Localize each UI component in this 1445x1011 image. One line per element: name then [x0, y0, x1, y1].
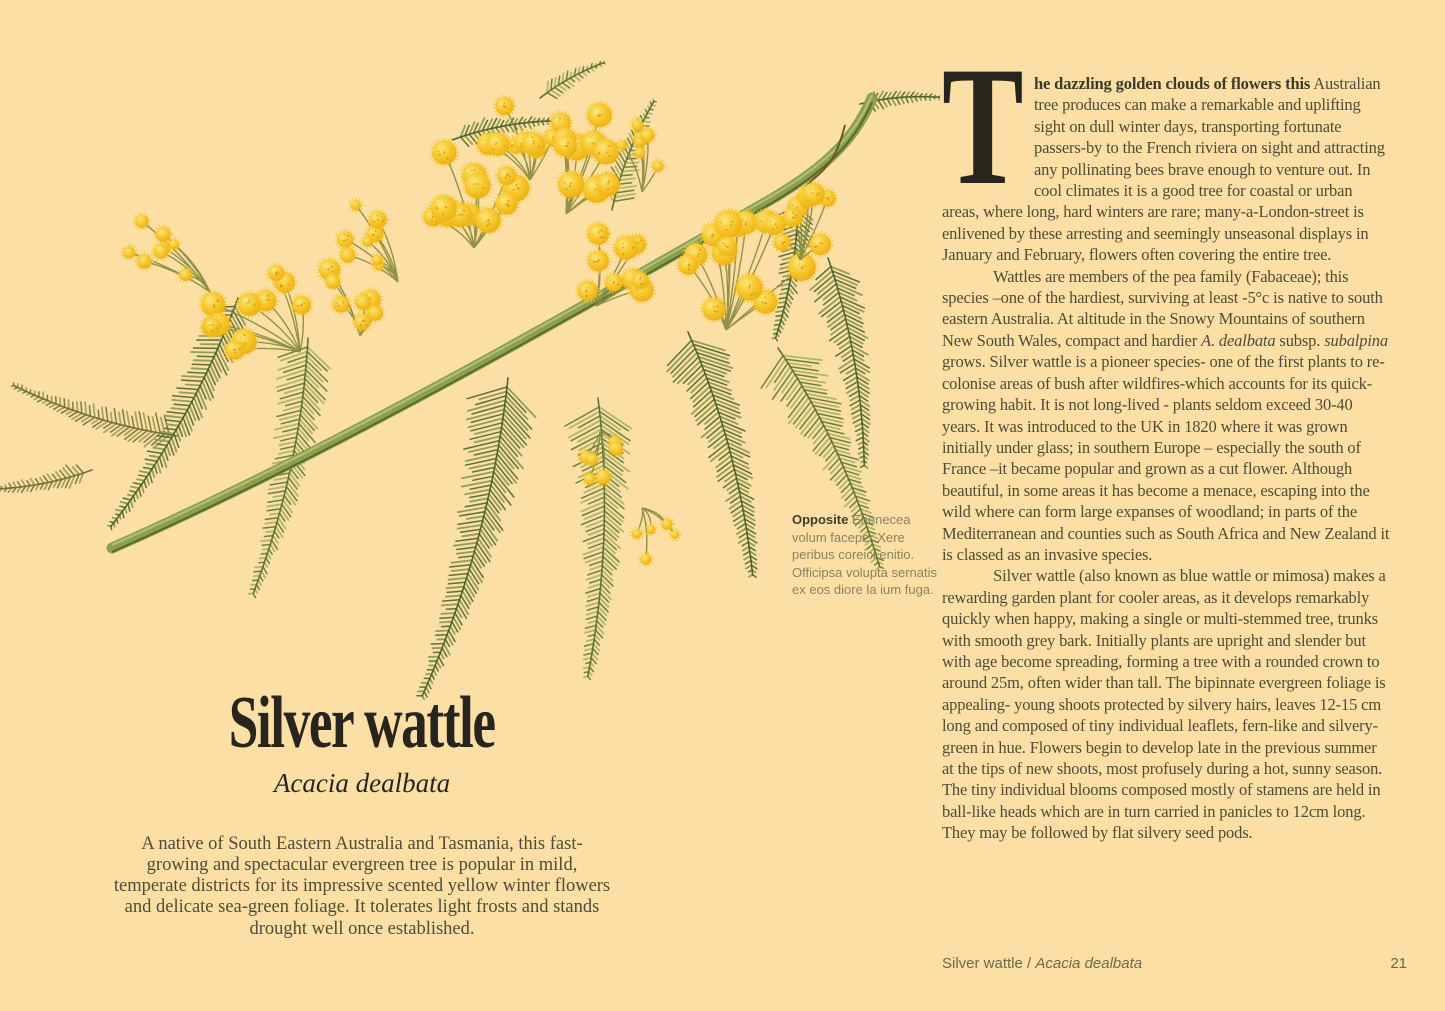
opposite-caption — [792, 511, 940, 599]
footer-species: Acacia dealbata — [1035, 955, 1143, 972]
caption-text: Ehenecea volum faceper Xere peribus coreici enitio. Officipsa volupta sernatis ex eos diore la ium fuga. — [792, 512, 937, 597]
page-number: 21 — [1390, 955, 1407, 972]
intro-paragraph: A native of South Eastern Australia and Tasmania, this fast-growing and spectacular evergreen tree is popular in mild, temperate districts for its impressive scented yellow winter flowers and delicate sea-green foliage. It tolerates light frosts and stands drought well once established. — [113, 833, 611, 939]
page-title: Silver wattle — [229, 682, 495, 764]
footer-separator: / — [1022, 955, 1036, 972]
drop-cap: T — [942, 32, 1024, 220]
footer-running-head — [942, 955, 1407, 973]
caption-label: Opposite — [792, 512, 849, 527]
article-paragraph-1 — [942, 32, 1390, 266]
article-paragraph-3: Silver wattle (also known as blue wattle or mimosa) makes a rewarding garden plant for cooler areas, as it develops remarkably quickly when happy, making a single or multi-stemmed tree, trunks with smooth grey bark. Initially plants are upright and slender but with age become spreading, forming a tree with a rounded crown to around 25m, often wider than tall. The bipinnate evergreen foliage is appealing- young shoots protected by silvery hairs, leaves 12-15 cm long and composed of tiny individual leaflets, fern-like and silvery-green in hue. Flowers begin to develop late in the previous summer at the tips of new shoots, most profusely during a hot, sunny season. The tiny individual blooms composed mostly of stamens are held in ball-like heads which are in turn carried in panicles to 12cm long. They may be followed by flat silvery seed pods. — [942, 566, 1386, 843]
footer-title: Silver wattle — [942, 955, 1023, 972]
article-column — [942, 32, 1390, 844]
title-block — [62, 682, 662, 798]
species-subtitle: Acacia dealbata — [273, 768, 451, 798]
paragraph-text: he dazzling golden clouds of flowers this Australian tree produces can make a remarkable and uplifting sight on dull winter days, transporting fortunate passers-by to the French riviera on sight and attracting any pollinating bees brave enough to venture out. In cool climates it is a good tree for coastal or urban areas, where long, hard winters are rare; many-a-London-street is enlivened by these arresting and seemingly unseasonal displays in January and February, flowers often covering the entire tree. — [942, 74, 1385, 265]
article-paragraph-2: Wattles are members of the pea family (Fabaceae); this species –one of the hardiest, surviving at least -5°c is native to south eastern Australia. At altitude in the Snowy Mountains of southern New South Wales, compact and hardier A. dealbata subsp. subalpina grows. Silver wattle is a pioneer species- one of the first plants to re-colonise areas of bush after wildfires-which accounts for its quick-growing habit. It is not long-lived - plants seldom exceed 30-40 years. It was introduced to the UK in 1820 where it was grown initially under glass; in southern Europe – especially the south of France –it became popular and grown as a cut flower. Although beautiful, in some areas it has become a menace, escaping into the wild where can form large expanses of woodland; in parts of the Mediterranean and counties such as South Africa and New Zealand it is classed as an invasive species. — [942, 266, 1390, 564]
